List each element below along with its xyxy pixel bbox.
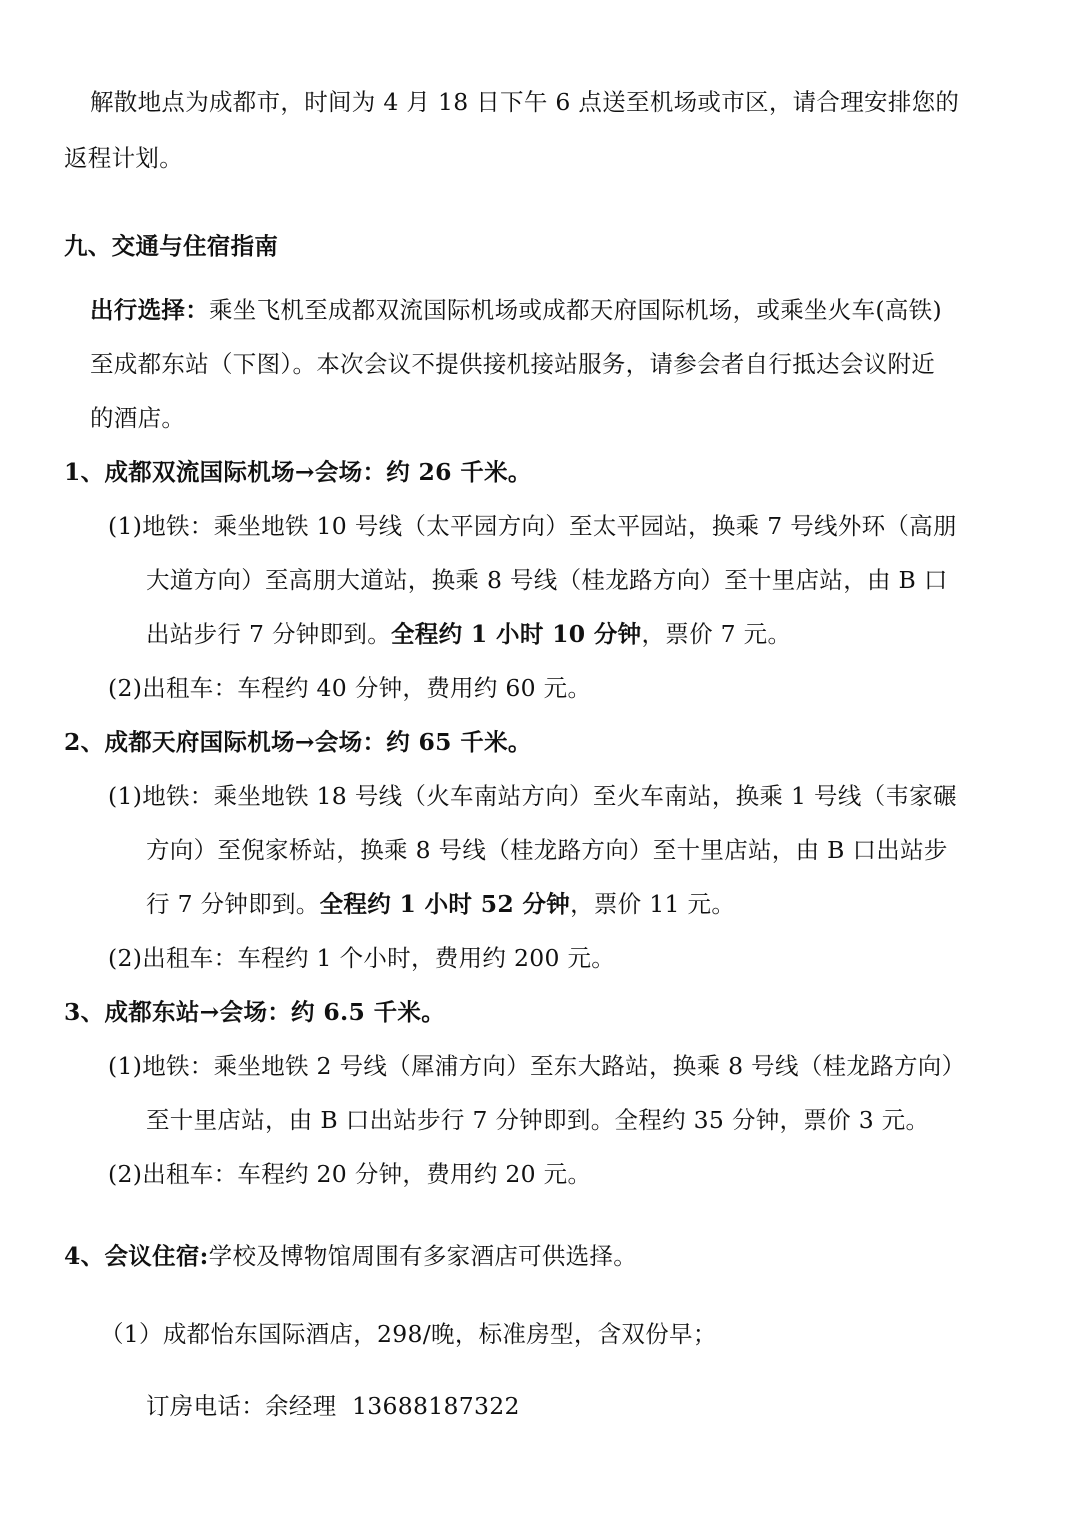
intro-line-1: 解散地点为成都市，时间为 4 月 18 日下午 6 点送至机场或市区，请合理安排您的	[90, 88, 960, 116]
route1-heading: 1、成都双流国际机场→会场：约 26 千米。	[64, 458, 532, 486]
travel-line-1	[90, 294, 942, 326]
route3-metro-line-1: (1)地铁：乘坐地铁 2 号线（犀浦方向）至东大路站，换乘 8 号线（桂龙路方向）	[108, 1052, 966, 1080]
route2-heading: 2、成都天府国际机场→会场：约 65 千米。	[64, 728, 532, 756]
route2-metro-line-3a: 行 7 分钟即到。	[146, 890, 320, 918]
route2-metro-line-3b: ，票价 11 元。	[570, 890, 736, 918]
travel-line-1-text: 乘坐飞机至成都双流国际机场或成都天府国际机场，或乘坐火车(高铁)	[209, 296, 942, 324]
lodging-text: 学校及博物馆周围有多家酒店可供选择。	[208, 1242, 638, 1270]
route1-taxi: (2)出租车：车程约 40 分钟，费用约 60 元。	[108, 674, 592, 702]
lodging-label: 4、会议住宿:	[64, 1242, 209, 1270]
travel-line-2: 至成都东站（下图）。本次会议不提供接机接站服务，请参会者自行抵达会议附近	[90, 350, 936, 378]
travel-line-3: 的酒店。	[90, 404, 186, 432]
route2-metro-line-3	[146, 888, 735, 920]
route1-metro-line-3	[146, 618, 791, 650]
route1-metro-line-3b: ，票价 7 元。	[641, 620, 792, 648]
travel-label: 出行选择：	[90, 296, 209, 324]
route1-metro-line-1: (1)地铁：乘坐地铁 10 号线（太平园方向）至太平园站，换乘 7 号线外环（高朋	[108, 512, 957, 540]
route2-metro-line-2: 方向）至倪家桥站，换乘 8 号线（桂龙路方向）至十里店站，由 B 口出站步	[146, 836, 948, 864]
lodging-line	[64, 1240, 637, 1272]
route3-metro-line-2: 至十里店站，由 B 口出站步行 7 分钟即到。全程约 35 分钟，票价 3 元。	[146, 1106, 930, 1134]
route3-heading: 3、成都东站→会场：约 6.5 千米。	[64, 998, 445, 1026]
route2-duration: 全程约 1 小时 52 分钟	[319, 890, 571, 918]
route2-metro-line-1: (1)地铁：乘坐地铁 18 号线（火车南站方向）至火车南站，换乘 1 号线（韦家碾	[108, 782, 957, 810]
booking-phone: 订房电话：余经理 13688187322	[146, 1392, 520, 1420]
intro-line-2: 返程计划。	[64, 144, 183, 172]
route1-duration: 全程约 1 小时 10 分钟	[391, 620, 642, 648]
route3-taxi: (2)出租车：车程约 20 分钟，费用约 20 元。	[108, 1160, 592, 1188]
route1-metro-line-3a: 出站步行 7 分钟即到。	[146, 620, 391, 648]
route2-taxi: (2)出租车：车程约 1 个小时，费用约 200 元。	[108, 944, 616, 972]
hotel-1: （1）成都怡东国际酒店，298/晚，标准房型，含双份早；	[100, 1320, 717, 1348]
route1-metro-line-2: 大道方向）至高朋大道站，换乘 8 号线（桂龙路方向）至十里店站，由 B 口	[146, 566, 948, 594]
section-title: 九、交通与住宿指南	[64, 232, 279, 260]
